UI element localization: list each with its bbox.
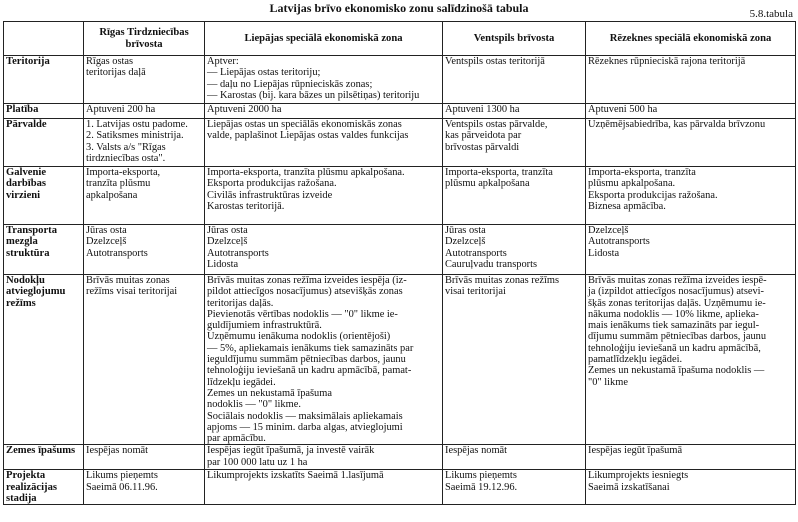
table-row-area [4, 104, 796, 119]
cell-line: Iespējas nomāt [445, 445, 508, 457]
cell-line: tirdzniecības osta". [86, 152, 166, 164]
row-label-line: darbības [6, 178, 47, 190]
cell-line: Iespējas iegūt īpašumā [588, 445, 683, 457]
cell-line: dījumu summām pētniecības darbos, jaunu [588, 331, 767, 343]
cell-area-ventspils [443, 104, 586, 119]
cell-line: nākuma nodoklis — 10% likme, aplieka- [588, 308, 759, 320]
cell-project-stage-ventspils [443, 470, 586, 505]
cell-line: — daļu no Liepājas rūpnieciskās zonas; [207, 78, 373, 90]
cell-line: par apmācību. [207, 433, 266, 445]
cell-line: Aptuveni 200 ha [86, 104, 156, 115]
cell-line: Likums pieņemts [445, 470, 517, 482]
cell-line: Aptuveni 2000 ha [207, 104, 282, 115]
cell-management-ventspils [443, 119, 586, 167]
cell-line: Autotransports [86, 247, 148, 259]
cell-land-ownership-rezekne [586, 445, 796, 470]
cell-line: Autotransports [445, 247, 507, 259]
cell-line: Rīgas ostas [86, 56, 134, 67]
cell-tax-relief-ventspils [443, 275, 586, 445]
cell-line: Liepājas ostas un speciālās ekonomiskās zonas [207, 119, 402, 130]
cell-line: "0" likme [588, 376, 628, 388]
cell-tax-relief-liepaja [205, 275, 443, 445]
cell-line: ja (izpildot attiecīgos nosacījumus) atsevi- [588, 286, 765, 298]
comparison-table [3, 21, 796, 505]
cell-line: Karostas teritorijā. [207, 200, 285, 212]
cell-project-stage-riga [84, 470, 205, 505]
cell-line: Cauruļvadu transports [445, 258, 538, 270]
row-label-line: režīms [6, 297, 36, 309]
cell-line: Autotransports [588, 236, 650, 248]
cell-line: apkalpošana [86, 189, 138, 201]
table-title: Latvijas brīvo ekonomisko zonu salīdzinošā tabula [269, 1, 529, 15]
cell-area-rezekne [586, 104, 796, 119]
cell-line: Brīvās muitas zonas režīma izveides iespē- [588, 275, 767, 286]
cell-line: Likumprojekts iesniegts [588, 470, 689, 482]
cell-line: plūsmu apkalpošana [445, 178, 530, 190]
cell-land-ownership-ventspils [443, 445, 586, 470]
cell-line: Aptuveni 500 ha [588, 104, 658, 115]
cell-line: režīms visai teritorijai [86, 286, 178, 298]
cell-line: teritorijas daļās. [207, 297, 274, 309]
table-row-management [4, 119, 796, 167]
cell-line: Ventspils ostas pārvalde, [445, 119, 548, 130]
row-label-line: atvieglojumu [6, 286, 66, 298]
header-cell-rezekne: Rēzeknes speciālā ekonomiskā zona [586, 22, 796, 56]
cell-line: Saeimā 19.12.96. [445, 481, 518, 493]
cell-line: Jūras osta [86, 225, 127, 236]
row-label-line: Platība [6, 104, 39, 115]
cell-line: Dzelzceļš [588, 225, 629, 236]
cell-line: Importa-eksporta, [86, 167, 161, 178]
cell-line: 3. Valsts a/s "Rīgas [86, 141, 166, 153]
cell-line: Ventspils ostas teritorijā [445, 56, 545, 67]
cell-project-stage-rezekne [586, 470, 796, 505]
cell-line: visai teritorijai [445, 286, 506, 298]
cell-line: pamatlīdzekļu iegādei. [588, 354, 683, 366]
cell-line: tehnoloģiju ieviešanā un kadru apmācībā, pamat- [207, 365, 412, 377]
cell-line: Aptver: [207, 56, 239, 67]
cell-line: Saeimā 06.11.96. [86, 481, 158, 493]
cell-line: valde, paplašinot Liepājas ostas valdes funkcijas [207, 130, 409, 142]
table-row-tax-relief [4, 275, 796, 445]
cell-area-riga [84, 104, 205, 119]
cell-line: Likumprojekts izskatīts Saeimā 1.lasījumā [207, 470, 384, 482]
cell-territory-riga [84, 56, 205, 104]
header-cell-ventspils: Ventspils brīvosta [443, 22, 586, 56]
row-label-line: mezgla [6, 236, 38, 248]
table-row-territory [4, 56, 796, 104]
cell-line: Eksporta produkcijas ražošana. [207, 178, 337, 190]
cell-line: Sociālais nodoklis — maksimālais apliekamais [207, 410, 403, 422]
row-label-land-ownership [4, 445, 84, 470]
cell-line: 1. Latvijas ostu padome. [86, 119, 188, 130]
cell-line: līdzekļu iegādei. [207, 376, 276, 388]
header-cell-liepaja: Liepājas speciālā ekonomiskā zona [205, 22, 443, 56]
cell-line: Zemes un nekustamā īpašuma [207, 387, 332, 399]
row-label-area [4, 104, 84, 119]
row-label-project-stage [4, 470, 84, 505]
cell-project-stage-liepaja [205, 470, 443, 505]
cell-line: — Liepājas ostas teritoriju; [207, 67, 321, 79]
cell-line: Zemes un nekustamā īpašuma nodoklis — [588, 365, 765, 377]
row-label-line: Nodokļu [6, 275, 45, 286]
cell-line: Dzelzceļš [86, 236, 127, 248]
cell-line: — 5%, apliekamais ienākums tiek samazināts par [207, 342, 414, 354]
row-label-tax-relief [4, 275, 84, 445]
cell-management-riga [84, 119, 205, 167]
table-row-land-ownership [4, 445, 796, 470]
header-cell-riga: Rīgas Tirdzniecības brīvosta [84, 22, 205, 56]
cell-line: Pievienotās vērtības nodoklis — "0" likme ie- [207, 308, 398, 320]
cell-line: guldījumiem infrastruktūrā. [207, 320, 322, 332]
cell-line: nodoklis — "0" likme. [207, 399, 301, 411]
table-row-project-stage [4, 470, 796, 505]
row-label-territory [4, 56, 84, 104]
cell-line: Civilās infrastruktūras izveide [207, 189, 333, 201]
cell-main-activities-riga [84, 167, 205, 225]
cell-line: Brīvās muitas zonas režīms [445, 275, 559, 286]
cell-line: ieguldījumu summām pētniecības darbos, jaunu [207, 354, 406, 366]
table-row-transport [4, 225, 796, 275]
cell-line: Uzņēmējsabiedrība, kas pārvalda brīvzonu [588, 119, 766, 130]
cell-line: Importa-eksporta, tranzīta [445, 167, 553, 178]
cell-line: Autotransports [207, 247, 269, 259]
cell-line: Biznesa apmācība. [588, 200, 666, 212]
cell-line: Likums pieņemts [86, 470, 158, 482]
cell-land-ownership-riga [84, 445, 205, 470]
cell-line: 2. Satiksmes ministrija. [86, 130, 184, 142]
cell-transport-liepaja [205, 225, 443, 275]
row-label-management [4, 119, 84, 167]
row-label-line: realizācijas [6, 481, 57, 493]
cell-line: plūsmu apkalpošana. [588, 178, 676, 190]
cell-line: Saeimā izskatīšanai [588, 481, 670, 493]
row-label-line: stadija [6, 493, 37, 505]
cell-transport-ventspils [443, 225, 586, 275]
cell-main-activities-liepaja [205, 167, 443, 225]
table-number: 5.8.tabula [749, 8, 793, 20]
cell-management-rezekne [586, 119, 796, 167]
cell-tax-relief-riga [84, 275, 205, 445]
cell-land-ownership-liepaja [205, 445, 443, 470]
cell-line: Iespējas nomāt [86, 445, 149, 457]
cell-line: Lidosta [207, 258, 239, 270]
header-cell-empty [4, 22, 84, 56]
row-label-line: virzieni [6, 189, 41, 201]
cell-line: Importa-eksporta, tranzīta [588, 167, 696, 178]
cell-line: Brīvās muitas zonas [86, 275, 170, 286]
cell-line: mais ienākums tiek samazināts par iegul- [588, 320, 760, 332]
row-label-transport [4, 225, 84, 275]
row-label-line: Pārvalde [6, 119, 47, 130]
row-label-line: Zemes īpašums [6, 445, 76, 457]
header-row [4, 22, 796, 56]
cell-line: Dzelzceļš [207, 236, 248, 248]
cell-line: apjoms — 15 minim. darba algas, atvieglojumi [207, 421, 403, 433]
row-label-line: Transporta [6, 225, 58, 236]
table-row-main-activities [4, 167, 796, 225]
cell-line: Jūras osta [445, 225, 486, 236]
cell-line: kas pārveidota par [445, 130, 522, 142]
cell-line: teritorijas daļā [86, 67, 146, 79]
cell-territory-liepaja [205, 56, 443, 104]
cell-line: Iespējas iegūt īpašumā, ja investē vairāk [207, 445, 375, 457]
cell-transport-rezekne [586, 225, 796, 275]
row-label-line: Projekta [6, 470, 46, 482]
row-label-line: Teritorija [6, 56, 50, 67]
cell-line: Jūras osta [207, 225, 248, 236]
cell-line: tehnoloģiju ieviešanā un kadru apmācībā, [588, 342, 761, 354]
cell-line: tranzīta plūsmu [86, 178, 151, 190]
cell-line: Importa-eksporta, tranzīta plūsmu apkalpošana. [207, 167, 405, 178]
cell-line: Dzelzceļš [445, 236, 486, 248]
cell-line: — Karostas (bij. kara bāzes un pilsētiņas) teritoriju [207, 89, 420, 101]
cell-area-liepaja [205, 104, 443, 119]
cell-main-activities-rezekne [586, 167, 796, 225]
row-label-main-activities [4, 167, 84, 225]
cell-line: Aptuveni 1300 ha [445, 104, 520, 115]
row-label-line: Galvenie [6, 167, 47, 178]
cell-line: pildot attiecīgos nosacījumus) atsevišķās zonas [207, 286, 403, 298]
row-label-line: struktūra [6, 247, 50, 259]
cell-management-liepaja [205, 119, 443, 167]
cell-territory-ventspils [443, 56, 586, 104]
cell-line: Uzņēmumu ienākuma nodoklis (orientējoši) [207, 331, 391, 343]
cell-line: Eksporta produkcijas ražošana. [588, 189, 718, 201]
cell-line: Lidosta [588, 247, 620, 259]
cell-main-activities-ventspils [443, 167, 586, 225]
cell-transport-riga [84, 225, 205, 275]
cell-line: par 100 000 latu uz 1 ha [207, 456, 308, 468]
cell-tax-relief-rezekne [586, 275, 796, 445]
cell-line: Brīvās muitas zonas režīma izveides iespēja (iz- [207, 275, 407, 286]
cell-line: šķās zonas teritorijas daļās. Uzņēmumu ie- [588, 297, 766, 309]
cell-line: Rēzeknes rūpnieciskā rajona teritorijā [588, 56, 746, 67]
cell-line: brīvostas pārvaldi [445, 141, 520, 153]
cell-territory-rezekne [586, 56, 796, 104]
